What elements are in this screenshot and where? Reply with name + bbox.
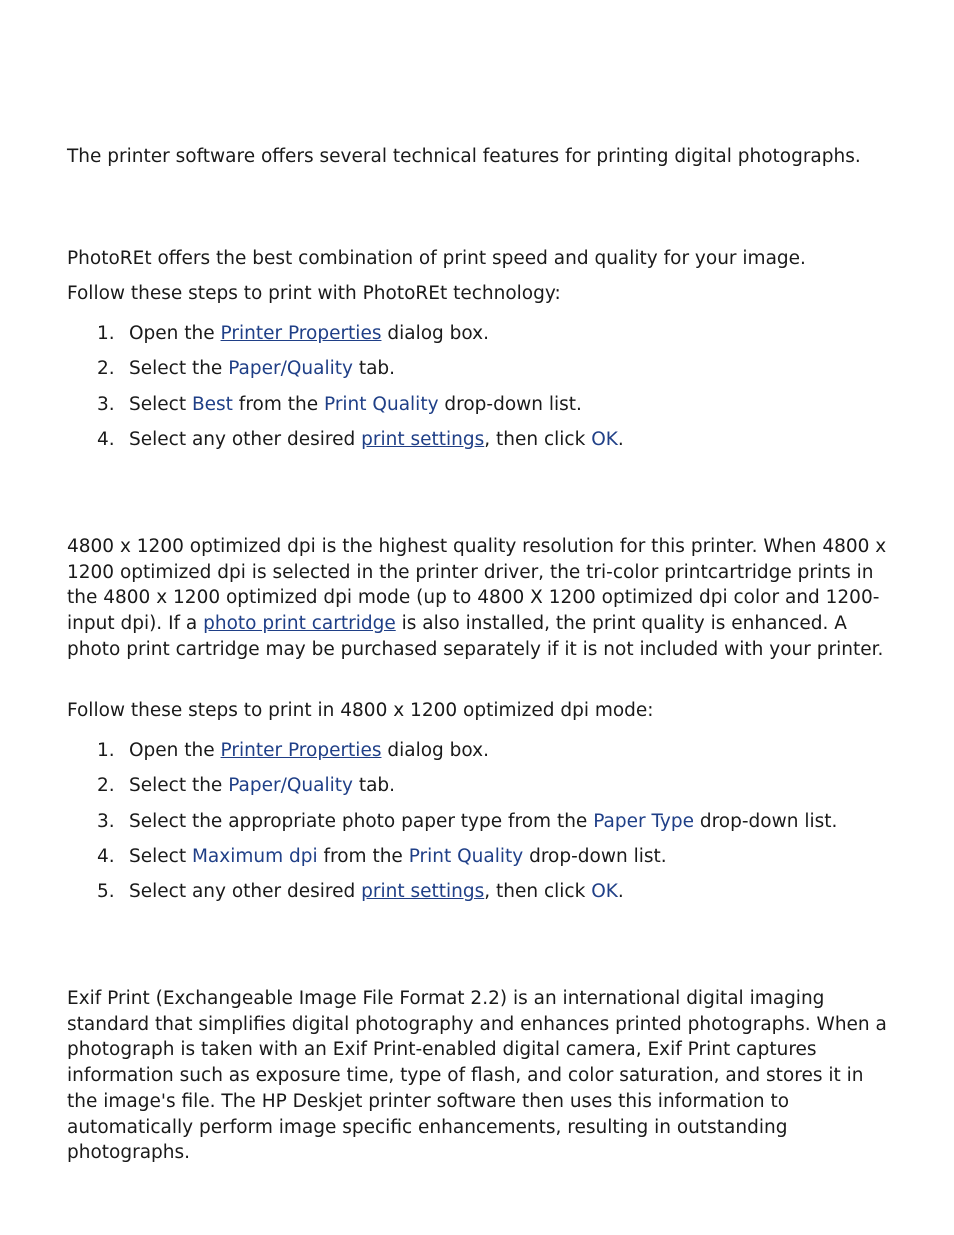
step-text [129,879,624,905]
dpi-steps-lead: Follow these steps to print in 4800 x 1200 optimized dpi mode: [67,700,654,721]
paper-quality-term: Paper/Quality [228,775,353,797]
dpi-steps-list [67,738,887,914]
step-text [129,844,667,870]
step-text-part: , then click [484,881,592,903]
exif-description: Exif Print (Exchangeable Image File Format 2.2) is an international digital imaging standard that simplifies digital photography and enhances printed photographs. When a photograph is taken with an Exif Print-enabled digital camera, Exif Print captures information such as exposure time, type of flash, and color saturation, and stores it in the image's file. The HP Deskjet printer software then uses this information to automatically perform image specific enhancements, resulting in outstanding photographs. [67,988,887,1164]
step-number: 4. [97,845,115,867]
printer-properties-link[interactable]: Printer Properties [220,740,382,761]
step-text [129,427,624,453]
maximum-dpi-term: Maximum dpi [191,845,318,867]
step-text [129,738,489,764]
step-text-part: Select [129,393,192,415]
best-term: Best [191,393,233,415]
step-text [129,356,395,382]
list-item [67,356,887,391]
step-text [129,809,837,835]
step-text-part: from the [317,845,409,867]
step-number: 5. [97,881,115,903]
ok-term: OK [591,881,618,903]
print-settings-link[interactable]: print settings [361,881,485,903]
step-number: 4. [97,428,115,450]
step-text-part: from the [232,393,324,415]
dpi-description [67,534,887,663]
list-item [67,809,887,844]
step-text [129,392,582,418]
ok-term: OK [591,428,618,450]
step-text-part: Open the [129,323,221,344]
step-text-part: Open the [129,740,221,761]
step-text-part: . [617,881,624,903]
list-item [67,392,887,427]
step-number: 2. [97,775,115,797]
step-text-part: tab. [352,358,396,380]
list-item [67,844,887,879]
step-number: 1. [97,323,115,344]
step-text-part: Select any other desired [129,428,362,450]
step-text-part: Select [129,845,192,867]
list-item [67,321,887,356]
step-text-part: dialog box. [381,740,489,761]
list-item [67,738,887,773]
dpi-description-part: 4800 x 1200 optimized dpi is the highest quality resolution for this printer. When 4800 x 1200 optimized dpi is selected in the printer driver, the tri-color printcartridge prints in the 4800 x 1200 optimized dpi mode (up to 4800 X 1200 optimized dpi color and 1200-input dpi). If a [67,536,887,635]
paper-quality-term: Paper/Quality [228,358,353,380]
paper-type-term: Paper Type [593,810,694,832]
intro-paragraph: The printer software offers several technical features for printing digital photographs. [67,146,861,167]
step-text-part: Select the appropriate photo paper type from the [129,810,594,832]
step-text-part: , then click [484,428,592,450]
step-text-part: Select the [129,775,229,797]
photoret-steps-list [67,321,887,462]
step-text-part: . [617,428,624,450]
list-item [67,773,887,808]
print-quality-term: Print Quality [323,393,439,415]
photoret-steps-lead: Follow these steps to print with PhotoREt technology: [67,283,561,304]
step-number: 3. [97,393,115,415]
step-text-part: Select any other desired [129,881,362,903]
step-text [129,321,489,347]
step-text-part: dialog box. [381,323,489,344]
list-item [67,427,887,462]
print-quality-term: Print Quality [408,845,524,867]
step-text-part: tab. [352,775,396,797]
photo-print-cartridge-link[interactable]: photo print cartridge [203,613,396,635]
step-text-part: Select the [129,358,229,380]
step-text-part: drop-down list. [523,845,667,867]
list-item [67,879,887,914]
step-number: 1. [97,740,115,761]
step-text-part: drop-down list. [693,810,838,832]
dpi-description-part: is also installed, the print quality is enhanced. A photo print cartridge may be purchased separately if it is not included with your printer. [67,613,884,660]
print-settings-link[interactable]: print settings [361,428,485,450]
step-number: 2. [97,358,115,380]
photoret-description: PhotoREt offers the best combination of print speed and quality for your image. [67,248,806,269]
printer-properties-link[interactable]: Printer Properties [220,323,382,344]
step-number: 3. [97,810,115,832]
step-text-part: drop-down list. [438,393,582,415]
step-text [129,773,395,799]
